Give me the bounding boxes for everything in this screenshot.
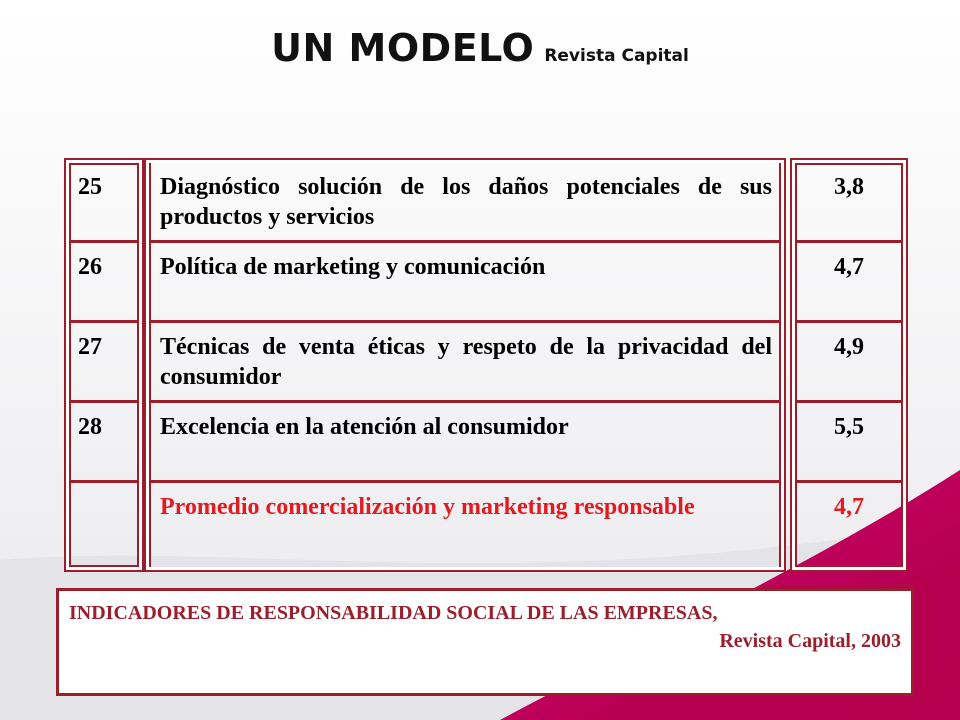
row-divider <box>150 320 780 323</box>
row-divider <box>70 320 138 323</box>
row-divider <box>70 400 138 403</box>
page-title <box>0 26 960 70</box>
source-title: INDICADORES DE RESPONSABILIDAD SOCIAL DE LAS EMPRESAS, <box>69 602 718 624</box>
row-value: 4,7 <box>834 254 864 280</box>
row-divider <box>70 240 138 243</box>
source-caption <box>56 588 914 696</box>
row-description: Técnicas de venta éticas y respeto de la privacidad del consumidor <box>160 334 772 390</box>
row-description: Excelencia en la atención al consumidor <box>160 414 569 440</box>
row-description: Diagnóstico solución de los daños potenciales de sus productos y servicios <box>160 174 772 230</box>
row-number: 28 <box>78 414 102 440</box>
row-divider <box>150 240 780 243</box>
row-divider <box>796 400 902 403</box>
row-divider <box>796 240 902 243</box>
row-description: Política de marketing y comunicación <box>160 254 546 280</box>
row-divider <box>796 320 902 323</box>
title-subtitle: Revista Capital <box>544 46 689 66</box>
row-divider <box>70 480 138 483</box>
title-main: UN MODELO <box>271 26 535 70</box>
row-value: 4,9 <box>834 334 864 360</box>
column-number-frame <box>64 158 144 572</box>
row-number: 26 <box>78 254 102 280</box>
row-divider <box>796 480 902 483</box>
row-divider <box>150 480 780 483</box>
row-number: 27 <box>78 334 102 360</box>
row-divider <box>150 400 780 403</box>
row-number: 25 <box>78 174 102 200</box>
average-description: Promedio comercialización y marketing responsable <box>160 494 695 520</box>
source-citation: Revista Capital, 2003 <box>719 630 901 652</box>
indicator-table <box>64 158 912 572</box>
row-value: 3,8 <box>834 174 864 200</box>
average-value: 4,7 <box>834 494 864 520</box>
row-value: 5,5 <box>834 414 864 440</box>
